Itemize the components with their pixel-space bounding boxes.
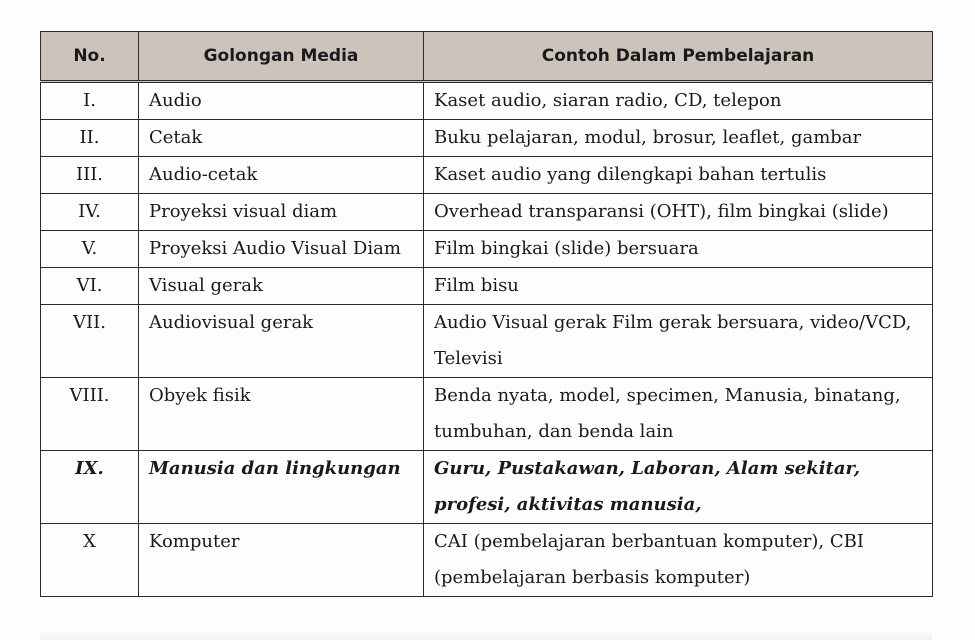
row-contoh: Overhead transparansi (OHT), film bingkai (slide) [424, 194, 933, 231]
row-contoh: Kaset audio, siaran radio, CD, telepon [424, 82, 933, 120]
row-contoh: Buku pelajaran, modul, brosur, leaflet, gambar [424, 120, 933, 157]
row-golongan: Audio-cetak [139, 157, 424, 194]
table-row [41, 120, 933, 157]
table-body [41, 82, 933, 597]
row-golongan: Audio [139, 82, 424, 120]
table-row [41, 524, 933, 597]
header-no: No. [41, 32, 139, 82]
table-row [41, 378, 933, 451]
row-number: VIII. [41, 378, 139, 451]
row-contoh: Kaset audio yang dilengkapi bahan tertulis [424, 157, 933, 194]
table-row-emphasized [41, 451, 933, 524]
table-row [41, 231, 933, 268]
table-header [41, 32, 933, 82]
table-row [41, 194, 933, 231]
row-golongan: Visual gerak [139, 268, 424, 305]
row-golongan: Komputer [139, 524, 424, 597]
row-number: I. [41, 82, 139, 120]
table-row [41, 157, 933, 194]
header-contoh-pembelajaran: Contoh Dalam Pembelajaran [424, 32, 933, 82]
header-golongan-media: Golongan Media [139, 32, 424, 82]
row-golongan: Audiovisual gerak [139, 305, 424, 378]
row-contoh: CAI (pembelajaran berbantuan komputer), CBI (pembelajaran berbasis komputer) [424, 524, 933, 597]
row-number: VI. [41, 268, 139, 305]
row-golongan: Obyek fisik [139, 378, 424, 451]
row-golongan: Manusia dan lingkungan [139, 451, 424, 524]
row-number: X [41, 524, 139, 597]
table-row [41, 268, 933, 305]
row-golongan: Proyeksi visual diam [139, 194, 424, 231]
row-number: IV. [41, 194, 139, 231]
row-number: II. [41, 120, 139, 157]
header-row [41, 32, 933, 82]
row-contoh: Audio Visual gerak Film gerak bersuara, video/VCD, Televisi [424, 305, 933, 378]
row-number: V. [41, 231, 139, 268]
row-contoh: Film bingkai (slide) bersuara [424, 231, 933, 268]
row-number: VII. [41, 305, 139, 378]
row-contoh: Film bisu [424, 268, 933, 305]
table-row [41, 82, 933, 120]
row-golongan: Cetak [139, 120, 424, 157]
table-row [41, 305, 933, 378]
row-contoh: Benda nyata, model, specimen, Manusia, binatang, tumbuhan, dan benda lain [424, 378, 933, 451]
page-bottom-shade [40, 628, 932, 640]
row-number: IX. [41, 451, 139, 524]
row-contoh: Guru, Pustakawan, Laboran, Alam sekitar, profesi, aktivitas manusia, [424, 451, 933, 524]
media-classification-table [40, 31, 933, 597]
row-number: III. [41, 157, 139, 194]
row-golongan: Proyeksi Audio Visual Diam [139, 231, 424, 268]
